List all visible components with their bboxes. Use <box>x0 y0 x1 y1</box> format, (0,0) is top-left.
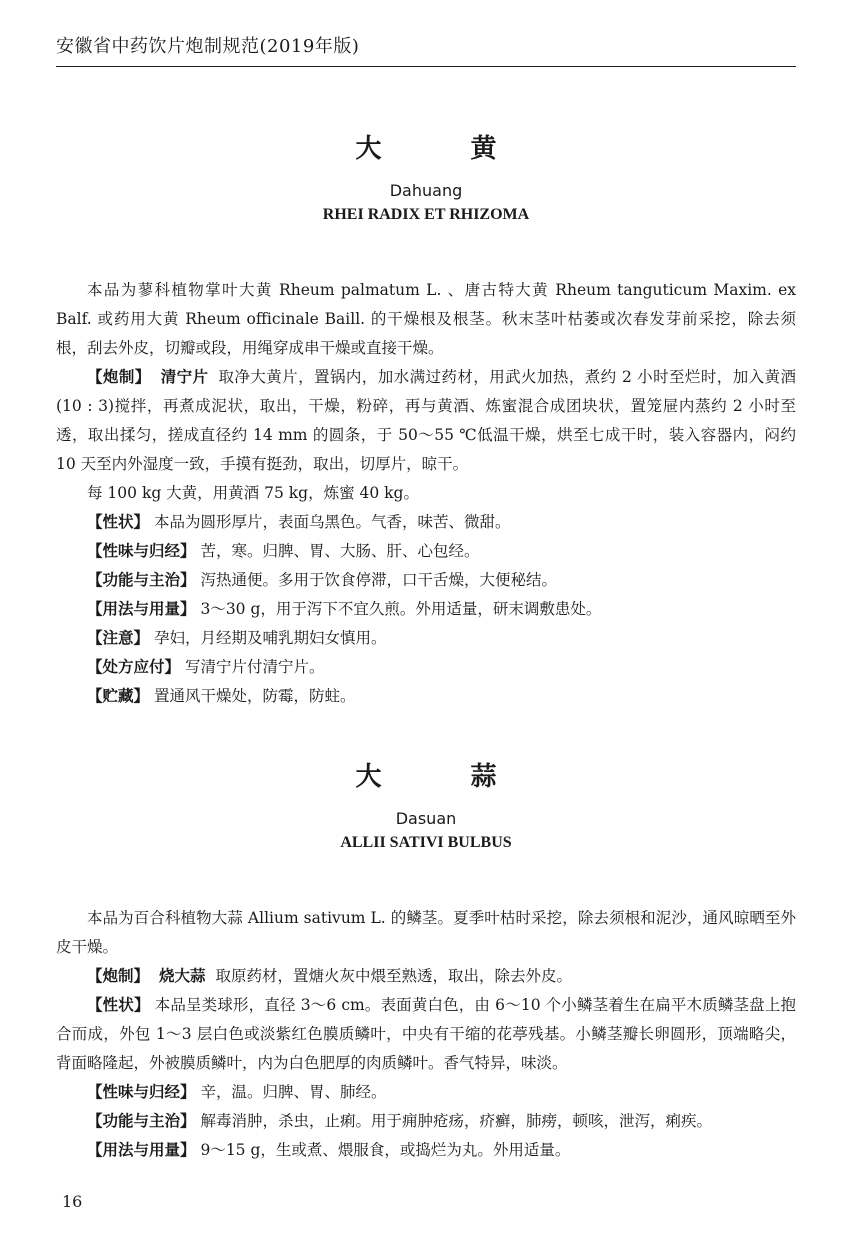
section-label: 【功能与主治】 <box>87 1112 196 1130</box>
entry-latin-name: RHEI RADIX ET RHIZOMA <box>322 206 530 223</box>
section-text: 写清宁片付清宁片。 <box>184 658 325 676</box>
section-usage <box>56 595 796 624</box>
section-label: 【性状】 <box>87 513 150 531</box>
section-text: 解毒消肿，杀虫，止痢。用于痈肿疮疡，疥癣，肺痨，顿咳，泄泻，痢疾。 <box>200 1112 712 1130</box>
section-label: 【功能与主治】 <box>87 571 196 589</box>
section-text: 泻热通便。多用于饮食停滞，口干舌燥，大便秘结。 <box>200 571 557 589</box>
section-text: 3～30 g，用于泻下不宜久煎。外用适量，研末调敷患处。 <box>200 600 602 618</box>
section-function <box>56 566 796 595</box>
section-label: 【炮制】 <box>87 368 151 386</box>
section-caution <box>56 624 796 653</box>
section-label: 【用法与用量】 <box>87 600 196 618</box>
header-rule <box>56 66 796 67</box>
section-label: 【注意】 <box>87 629 150 647</box>
section-processing <box>56 962 796 991</box>
section-sublabel: 清宁片 <box>160 368 209 386</box>
section-nature <box>56 537 796 566</box>
running-header: 安徽省中药饮片炮制规范(2019年版) <box>56 36 360 57</box>
section-text: 9～15 g，生或煮、煨服食，或捣烂为丸。外用适量。 <box>200 1141 571 1159</box>
section-function <box>56 1107 796 1136</box>
section-label: 【炮制】 <box>87 967 150 985</box>
entry-intro: 本品为百合科植物大蒜 Allium sativum L. 的鳞茎。夏季叶枯时采挖，除去须根和泥沙，通风晾晒至外皮干燥。 <box>56 909 796 956</box>
section-text: 置通风干燥处，防霉，防蛀。 <box>153 687 356 705</box>
section-character <box>56 991 796 1078</box>
section-processing <box>56 363 796 479</box>
section-label: 【性味与归经】 <box>87 1083 196 1101</box>
section-text: 孕妇，月经期及哺乳期妇女慎用。 <box>153 629 387 647</box>
section-text: 本品为圆形厚片，表面乌黑色。气香，味苦、微甜。 <box>153 513 511 531</box>
section-ratio: 每 100 kg 大黄，用黄酒 75 kg，炼蜜 40 kg。 <box>87 484 419 502</box>
section-dispensing <box>56 653 796 682</box>
section-label: 【处方应付】 <box>87 658 181 676</box>
section-nature <box>56 1078 796 1107</box>
section-text: 苦，寒。归脾、胃、大肠、肝、心包经。 <box>200 542 480 560</box>
entry-title: 大 黄 <box>355 134 537 164</box>
entry-dasuan <box>56 756 796 1165</box>
section-text: 辛，温。归脾、胃、肺经。 <box>200 1083 387 1101</box>
entry-intro: 本品为蓼科植物掌叶大黄 Rheum palmatum L. 、唐古特大黄 Rheum tanguticum Maxim. ex Balf. 或药用大黄 Rheum officinale Baill. 的干燥根及根茎。秋末茎叶枯萎或次春发芽前采挖，除去须根，刮去外皮，切瓣或段，用绳穿成串干燥或直接干燥。 <box>56 281 796 357</box>
entry-title: 大 蒜 <box>355 762 537 792</box>
section-label: 【性味与归经】 <box>87 542 196 560</box>
section-label: 【用法与用量】 <box>87 1141 196 1159</box>
section-text: 取净大黄片，置锅内，加水满过药材，用武火加热，煮约 2 小时至烂时，加入黄酒(10 : 3)搅拌，再煮成泥状，取出，干燥，粉碎，再与黄酒、炼蜜混合成团块状，置笼屉内蒸约 2 小时至透，取出揉匀，搓成直径约 14 mm 的圆条，于 50～55 ℃低温干燥，烘至七成干时，装入容器内，闷约 10 天至内外湿度一致，手摸有挺劲，取出，切厚片，晾干。 <box>56 368 796 473</box>
section-label: 【性状】 <box>87 996 150 1014</box>
section-text: 本品呈类球形，直径 3～6 cm。表面黄白色，由 6～10 个小鳞茎着生在扁平木质鳞茎盘上抱合而成，外包 1～3 层白色或淡紫红色膜质鳞叶，中央有干缩的花葶残基。小鳞茎瓣长卵圆形，顶端略尖，背面略隆起，外被膜质鳞叶，内为白色肥厚的肉质鳞叶。香气特异，味淡。 <box>56 996 796 1072</box>
section-character <box>56 508 796 537</box>
page-number: 16 <box>62 1192 83 1211</box>
section-text: 取原药材，置煻火灰中煨至熟透，取出，除去外皮。 <box>215 967 573 985</box>
section-usage <box>56 1136 796 1165</box>
entry-dahuang <box>56 128 796 711</box>
section-label: 【贮藏】 <box>87 687 150 705</box>
entry-pinyin: Dasuan <box>395 809 457 828</box>
entry-latin-name: ALLII SATIVI BULBUS <box>340 834 512 851</box>
entry-pinyin: Dahuang <box>389 181 463 200</box>
section-storage <box>56 682 796 711</box>
section-sublabel: 烧大蒜 <box>159 967 206 985</box>
